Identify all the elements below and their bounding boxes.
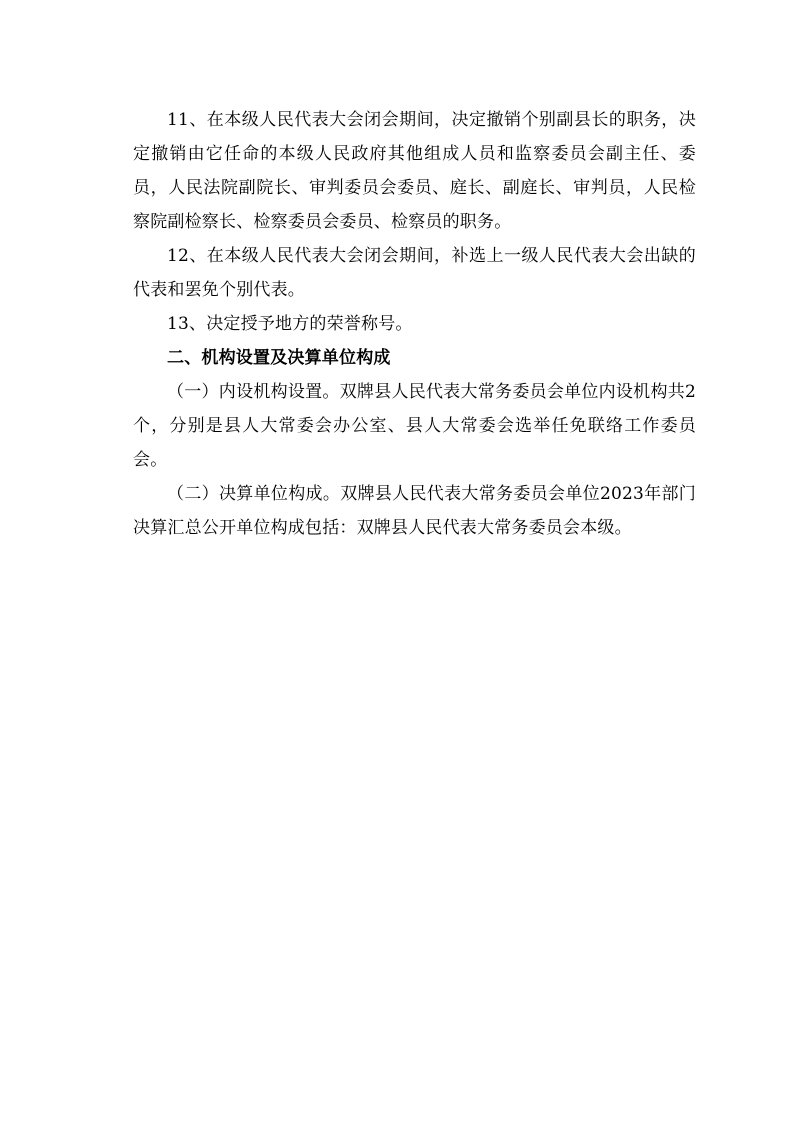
paragraph-item-12: 12、在本级人民代表大会闭会期间，补选上一级人民代表大会出缺的代表和罢免个别代表。	[133, 246, 696, 300]
paragraph-item-13: 13、决定授予地方的荣誉称号。	[167, 314, 413, 334]
document-body	[133, 103, 696, 545]
paragraph-internal-structure: （一）内设机构设置。双牌县人民代表大常务委员会单位内设机构共2个，分别是县人大常委会办公室、县人大常委会选举任免联络工作委员会。	[133, 382, 696, 470]
paragraph-item-11: 11、在本级人民代表大会闭会期间，决定撤销个别副县长的职务，决定撤销由它任命的本级人民政府其他组成人员和监察委员会副主任、委员，人民法院副院长、审判委员会委员、庭长、副庭长、审判员，人民检察院副检察长、检察委员会委员、检察员的职务。	[133, 110, 696, 232]
section-heading: 二、机构设置及决算单位构成	[167, 348, 391, 368]
paragraph-budget-unit-composition: （二）决算单位构成。双牌县人民代表大常务委员会单位2023年部门决算汇总公开单位构成包括：双牌县人民代表大常务委员会本级。	[133, 484, 696, 538]
